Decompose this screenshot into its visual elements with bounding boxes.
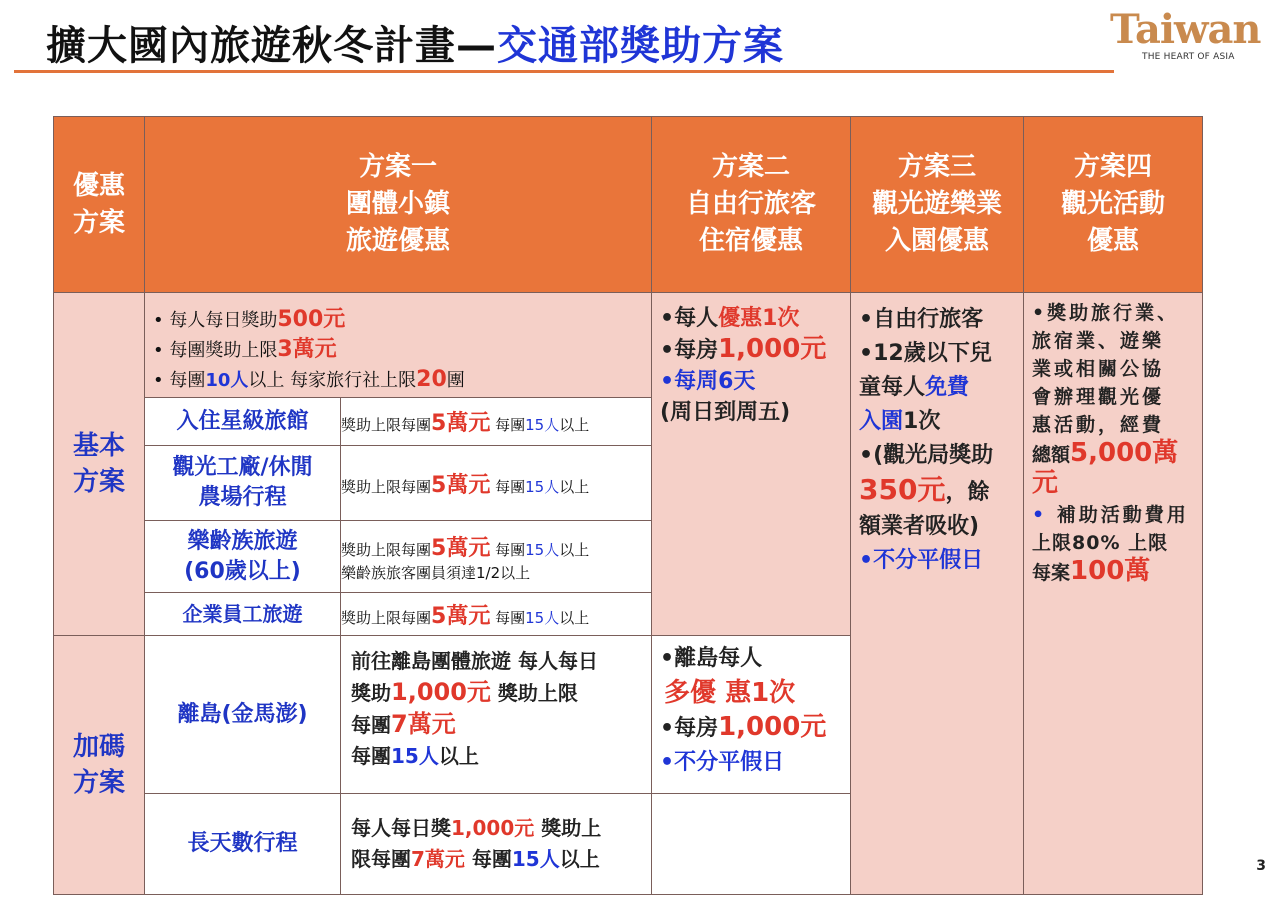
plan1-bullet3-text2: 以上 每家旅行社上限	[248, 370, 417, 391]
plan2-once: 優惠1次	[718, 306, 800, 331]
sub-extra: 樂齡族旅客團員須達1/2以上	[341, 563, 531, 582]
subplan-desc-star-hotel	[341, 398, 652, 446]
logo-tagline: THE HEART OF ASIA	[1142, 52, 1235, 62]
table-header-row	[54, 117, 1203, 293]
plan1-bullet3-count: 10人	[205, 370, 249, 391]
plan2-bonus-line3: •每房	[660, 716, 719, 741]
sub-amount: 5萬元	[431, 411, 491, 436]
plan3-entry: 入園	[859, 409, 904, 434]
sub-amount: 5萬元	[431, 535, 491, 561]
header-cell-discount: 優惠 方案	[54, 117, 145, 293]
subplan-desc-corporate	[341, 593, 652, 636]
subplan-name-senior: 樂齡族旅遊 (60歲以上)	[145, 521, 341, 593]
bonus-desc-island	[341, 636, 652, 794]
plan4-per-case-amount: 100萬	[1070, 556, 1151, 586]
plan1-bullet1-amount: 500元	[277, 307, 346, 332]
sub-post: 以上	[559, 608, 590, 627]
plan3-cell	[851, 293, 1024, 895]
island-line4: 每團	[351, 744, 391, 768]
island-amount: 1,000元	[391, 678, 491, 706]
plan2-bonus-line1: •離島每人	[660, 646, 763, 671]
plan4-line1: •獎助旅行業、	[1032, 302, 1180, 324]
plan1-bullet3-text: • 每團	[153, 370, 206, 391]
long-line2: 限每團	[351, 847, 411, 871]
plan4-total-label: 總額	[1032, 444, 1071, 466]
sub-mid: 每團	[495, 416, 526, 434]
sub-amount: 5萬元	[431, 603, 491, 629]
plan3-line6: ，餘	[945, 480, 990, 505]
plan3-no-holiday-limit: •不分平假日	[859, 548, 984, 573]
plan4-line3: 業或相關公協	[1032, 358, 1165, 380]
sub-count: 15人	[525, 608, 560, 627]
plan4-cell	[1024, 293, 1203, 895]
table-row	[54, 293, 1203, 398]
long-cap: 7萬元	[411, 847, 465, 871]
subplan-name-star-hotel: 入住星級旅館	[145, 398, 341, 446]
plan1-bullet3-limit: 20	[416, 367, 447, 392]
plan3-line2: •12歲以下兒	[859, 341, 992, 366]
plan1-bullet3-unit: 團	[446, 370, 465, 391]
plan4-line9: 上限80% 上限	[1032, 532, 1169, 554]
subplan-name-corporate: 企業員工旅遊	[145, 593, 341, 636]
header-cell-plan3: 方案三 觀光遊樂業 入園優惠	[851, 117, 1024, 293]
plan4-line8: 補助活動費用	[1056, 504, 1189, 526]
sub-pre: 獎助上限每團	[341, 540, 432, 559]
island-count: 15人	[391, 744, 439, 768]
plan2-bonus-once: 多優 惠1次	[664, 678, 796, 708]
plans-table	[53, 116, 1203, 895]
plan2-bonus-cell	[652, 636, 851, 794]
plan4-total-unit: 元	[1032, 468, 1062, 498]
sub-amount: 5萬元	[431, 472, 491, 498]
plan4-line5: 惠活動，經費	[1032, 414, 1165, 436]
plan3-free: 免費	[925, 375, 970, 400]
long-line1-tail: 獎助上	[534, 816, 602, 840]
bonus-name-island: 離島(金馬澎)	[145, 636, 341, 794]
title-highlight-text: 交通部獎助方案	[497, 23, 784, 69]
plan1-bullets	[145, 293, 652, 398]
bonus-name-long-trip: 長天數行程	[145, 794, 341, 895]
plan3-line3: 童每人	[859, 375, 926, 400]
island-line2-tail: 獎助上限	[490, 681, 578, 705]
plan1-bullet1-text: • 每人每日獎助	[153, 310, 278, 331]
sub-count: 15人	[525, 416, 560, 434]
plan1-bullet2-text: • 每團獎助上限	[153, 340, 278, 361]
plan2-line2: •每房	[660, 338, 719, 363]
long-line2-tail: 以上	[559, 847, 600, 871]
header-cell-plan1: 方案一 團體小鎮 旅遊優惠	[145, 117, 652, 293]
sub-post: 以上	[559, 540, 590, 559]
island-line4-tail: 以上	[438, 744, 479, 768]
row-label-basic: 基本 方案	[54, 293, 145, 636]
plan3-line1: •自由行旅客	[859, 307, 984, 332]
plan4-per-case: 每案	[1032, 562, 1071, 584]
plan4-total-amount: 5,000萬	[1070, 438, 1179, 468]
sub-pre: 獎助上限每團	[341, 477, 432, 496]
island-line2: 獎助	[351, 681, 391, 705]
plan2-empty-cell	[652, 794, 851, 895]
sub-pre: 獎助上限每團	[341, 416, 432, 434]
plan3-subsidy-amount: 350元	[859, 473, 946, 506]
page-number: 3	[1256, 858, 1266, 874]
sub-count: 15人	[525, 540, 560, 559]
logo-word: Taiwan	[1110, 6, 1261, 53]
subplan-desc-senior	[341, 521, 652, 593]
subplan-name-factory-farm: 觀光工廠/休閒 農場行程	[145, 446, 341, 521]
long-line2-mid: 每團	[464, 847, 512, 871]
title-main-text: 擴大國內旅遊秋冬計畫—	[46, 23, 497, 69]
island-line1: 前往離島團體旅遊 每人每日	[351, 649, 598, 673]
plan2-days: •每周6天	[660, 369, 756, 394]
island-cap: 7萬元	[391, 710, 456, 738]
title-underline	[14, 70, 1114, 73]
plan2-line1: •每人	[660, 306, 719, 331]
long-line1: 每人每日獎	[351, 816, 451, 840]
sub-post: 以上	[559, 477, 590, 496]
sub-mid: 每團	[495, 477, 526, 496]
sub-post: 以上	[559, 416, 590, 434]
plan3-line7: 額業者吸收)	[859, 514, 980, 539]
plan4-line2: 旅宿業、遊樂	[1032, 330, 1165, 352]
plan2-room-amount: 1,000元	[718, 334, 827, 364]
sub-mid: 每團	[495, 540, 526, 559]
subplan-desc-factory-farm	[341, 446, 652, 521]
sub-mid: 每團	[495, 608, 526, 627]
bonus-desc-long-trip	[341, 794, 652, 895]
plan2-days-note: (周日到周五)	[660, 400, 791, 425]
row-label-bonus: 加碼 方案	[54, 636, 145, 895]
plan3-once: 1次	[903, 409, 941, 434]
sub-count: 15人	[525, 477, 560, 496]
header-cell-plan2: 方案二 自由行旅客 住宿優惠	[652, 117, 851, 293]
sub-pre: 獎助上限每團	[341, 608, 432, 627]
island-line3: 每團	[351, 713, 391, 737]
long-amount: 1,000元	[451, 816, 535, 840]
plan2-basic-cell	[652, 293, 851, 636]
plan2-bonus-amount: 1,000元	[718, 712, 827, 742]
plan4-bullet: •	[1032, 504, 1057, 526]
taiwan-logo	[1110, 6, 1276, 72]
plan4-line4: 會辦理觀光優	[1032, 386, 1165, 408]
page-title	[46, 14, 784, 71]
header-cell-plan4: 方案四 觀光活動 優惠	[1024, 117, 1203, 293]
plan1-bullet2-amount: 3萬元	[277, 337, 337, 362]
plan3-line5: •(觀光局獎助	[859, 443, 994, 468]
long-count: 15人	[511, 847, 560, 871]
plan2-bonus-no-holiday: •不分平假日	[660, 750, 785, 775]
